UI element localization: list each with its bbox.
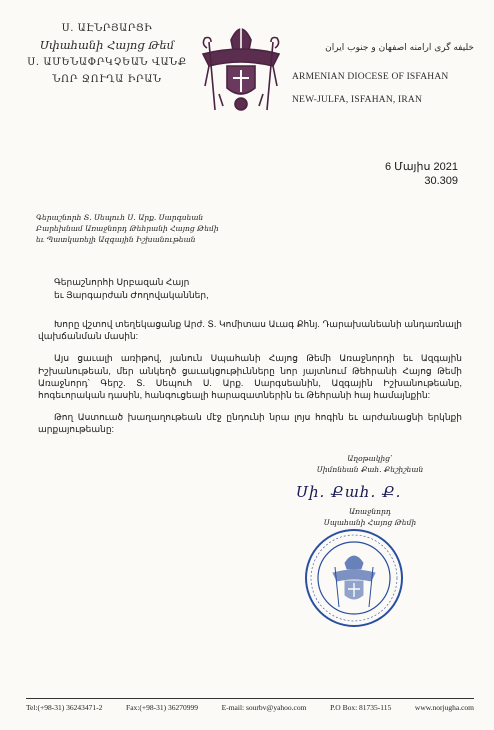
letterhead-arabic-name: خلیفه گری ارامنه اصفهان و جنوب ایران [325,43,474,53]
addressee-line2: Բարեխնամ Առաջնորդ Թեհրանի Հայոց Թեմի [36,224,219,233]
letter-body [38,318,462,446]
letterhead-armenian-line4: ՆՈՐ ՋՈՒՂԱ ԻՐԱՆ [52,74,162,85]
signer-role: Առաջնորդ [348,507,391,516]
footer-website: www.norjugha.com [414,703,474,712]
greeting-block [54,276,434,302]
addressee-block [36,212,336,245]
footer-email: E-mail: sourbv@yahoo.com [221,703,307,712]
letterhead-english-address: NEW-JULFA, ISFAHAN, IRAN [292,95,423,105]
letterhead-armenian [22,22,192,88]
greeting-line1: Գերաշնորհի Սրբազան Հայր [54,277,190,287]
footer-tel: Tel:(+98-31) 36243471-2 [26,703,103,712]
signer-diocese: Սպահանի Հայոց Թեմի [323,518,417,527]
official-seal-icon [303,527,405,629]
footer-fax: Fax:(+98-31) 36270999 [126,703,198,712]
closing-text: Աղօթակից՝ [347,454,393,463]
signature-block [296,453,440,528]
letterhead-armenian-line2: Սփահանի Հայոց Թեմ [39,38,175,52]
letterhead-english-name: ARMENIAN DIOCESE OF ISFAHAN [292,72,449,82]
body-paragraph-3: Թող Աստուած խաղաղութեան մէջ ընդունի նրա լոյս հոգին եւ արժանացնի երկնքի արքայութեանը: [38,412,462,435]
letterhead-armenian-line1: Ս. ԱԷՆՐՅԱՐՑԻ [61,23,153,34]
addressee-line3: եւ Պատկառելի Ազգային Իշխանութեան [36,235,196,244]
date-block [385,160,458,188]
letter-footer [26,698,474,712]
signer-name: Սիմոնեան Քահ. Քեշիշեան [316,465,424,474]
diocese-emblem-icon [193,14,289,116]
handwritten-signature: Սի. Քահ. Ք. [296,483,402,501]
reference-number: 30.309 [424,175,458,187]
body-paragraph-2: Այս ցաւալի առիթով, յանուն Սպահանի Հայոց Թեմի Առաջնորդի եւ Ազգային Իշխանութեան, մեր անկեղծ ցաւակցութիւնները նոր յայտնում Թեհրանի Հայոց Թեմի Առաջնորդ՝ Գերշ. Տ. Սեպուհ Ս. Արք. Սարգսեանին, Ազգային Իշխանութեանը, հոգեւորական դասին, հանգուցեալի հարազատներին եւ Թեհրանի հայ համայնքին: [38,353,462,401]
letterhead-armenian-line3: Ս. ԱՄԵՆԱՓՐԿՉԵԱՆ ՎԱՆՔ [27,57,187,68]
addressee-line1: Գերաշնորհ Տ. Սեպուհ Ս. Արք. Սարգսեան [36,213,204,222]
body-paragraph-1: Խորը վշտով տեղեկացանք Արժ. Տ. Կոմիտաս Աւագ Քհնյ. Դարախանեանի անդառնալի վախճանման մասին: [38,319,462,342]
greeting-line2: եւ Յարգարժան Ժողովականներ, [54,290,209,300]
letter-date: 6 Մայիս 2021 [384,161,458,173]
footer-po-box: P.O Box: 81735-115 [330,703,392,712]
letterhead-right [292,40,474,108]
